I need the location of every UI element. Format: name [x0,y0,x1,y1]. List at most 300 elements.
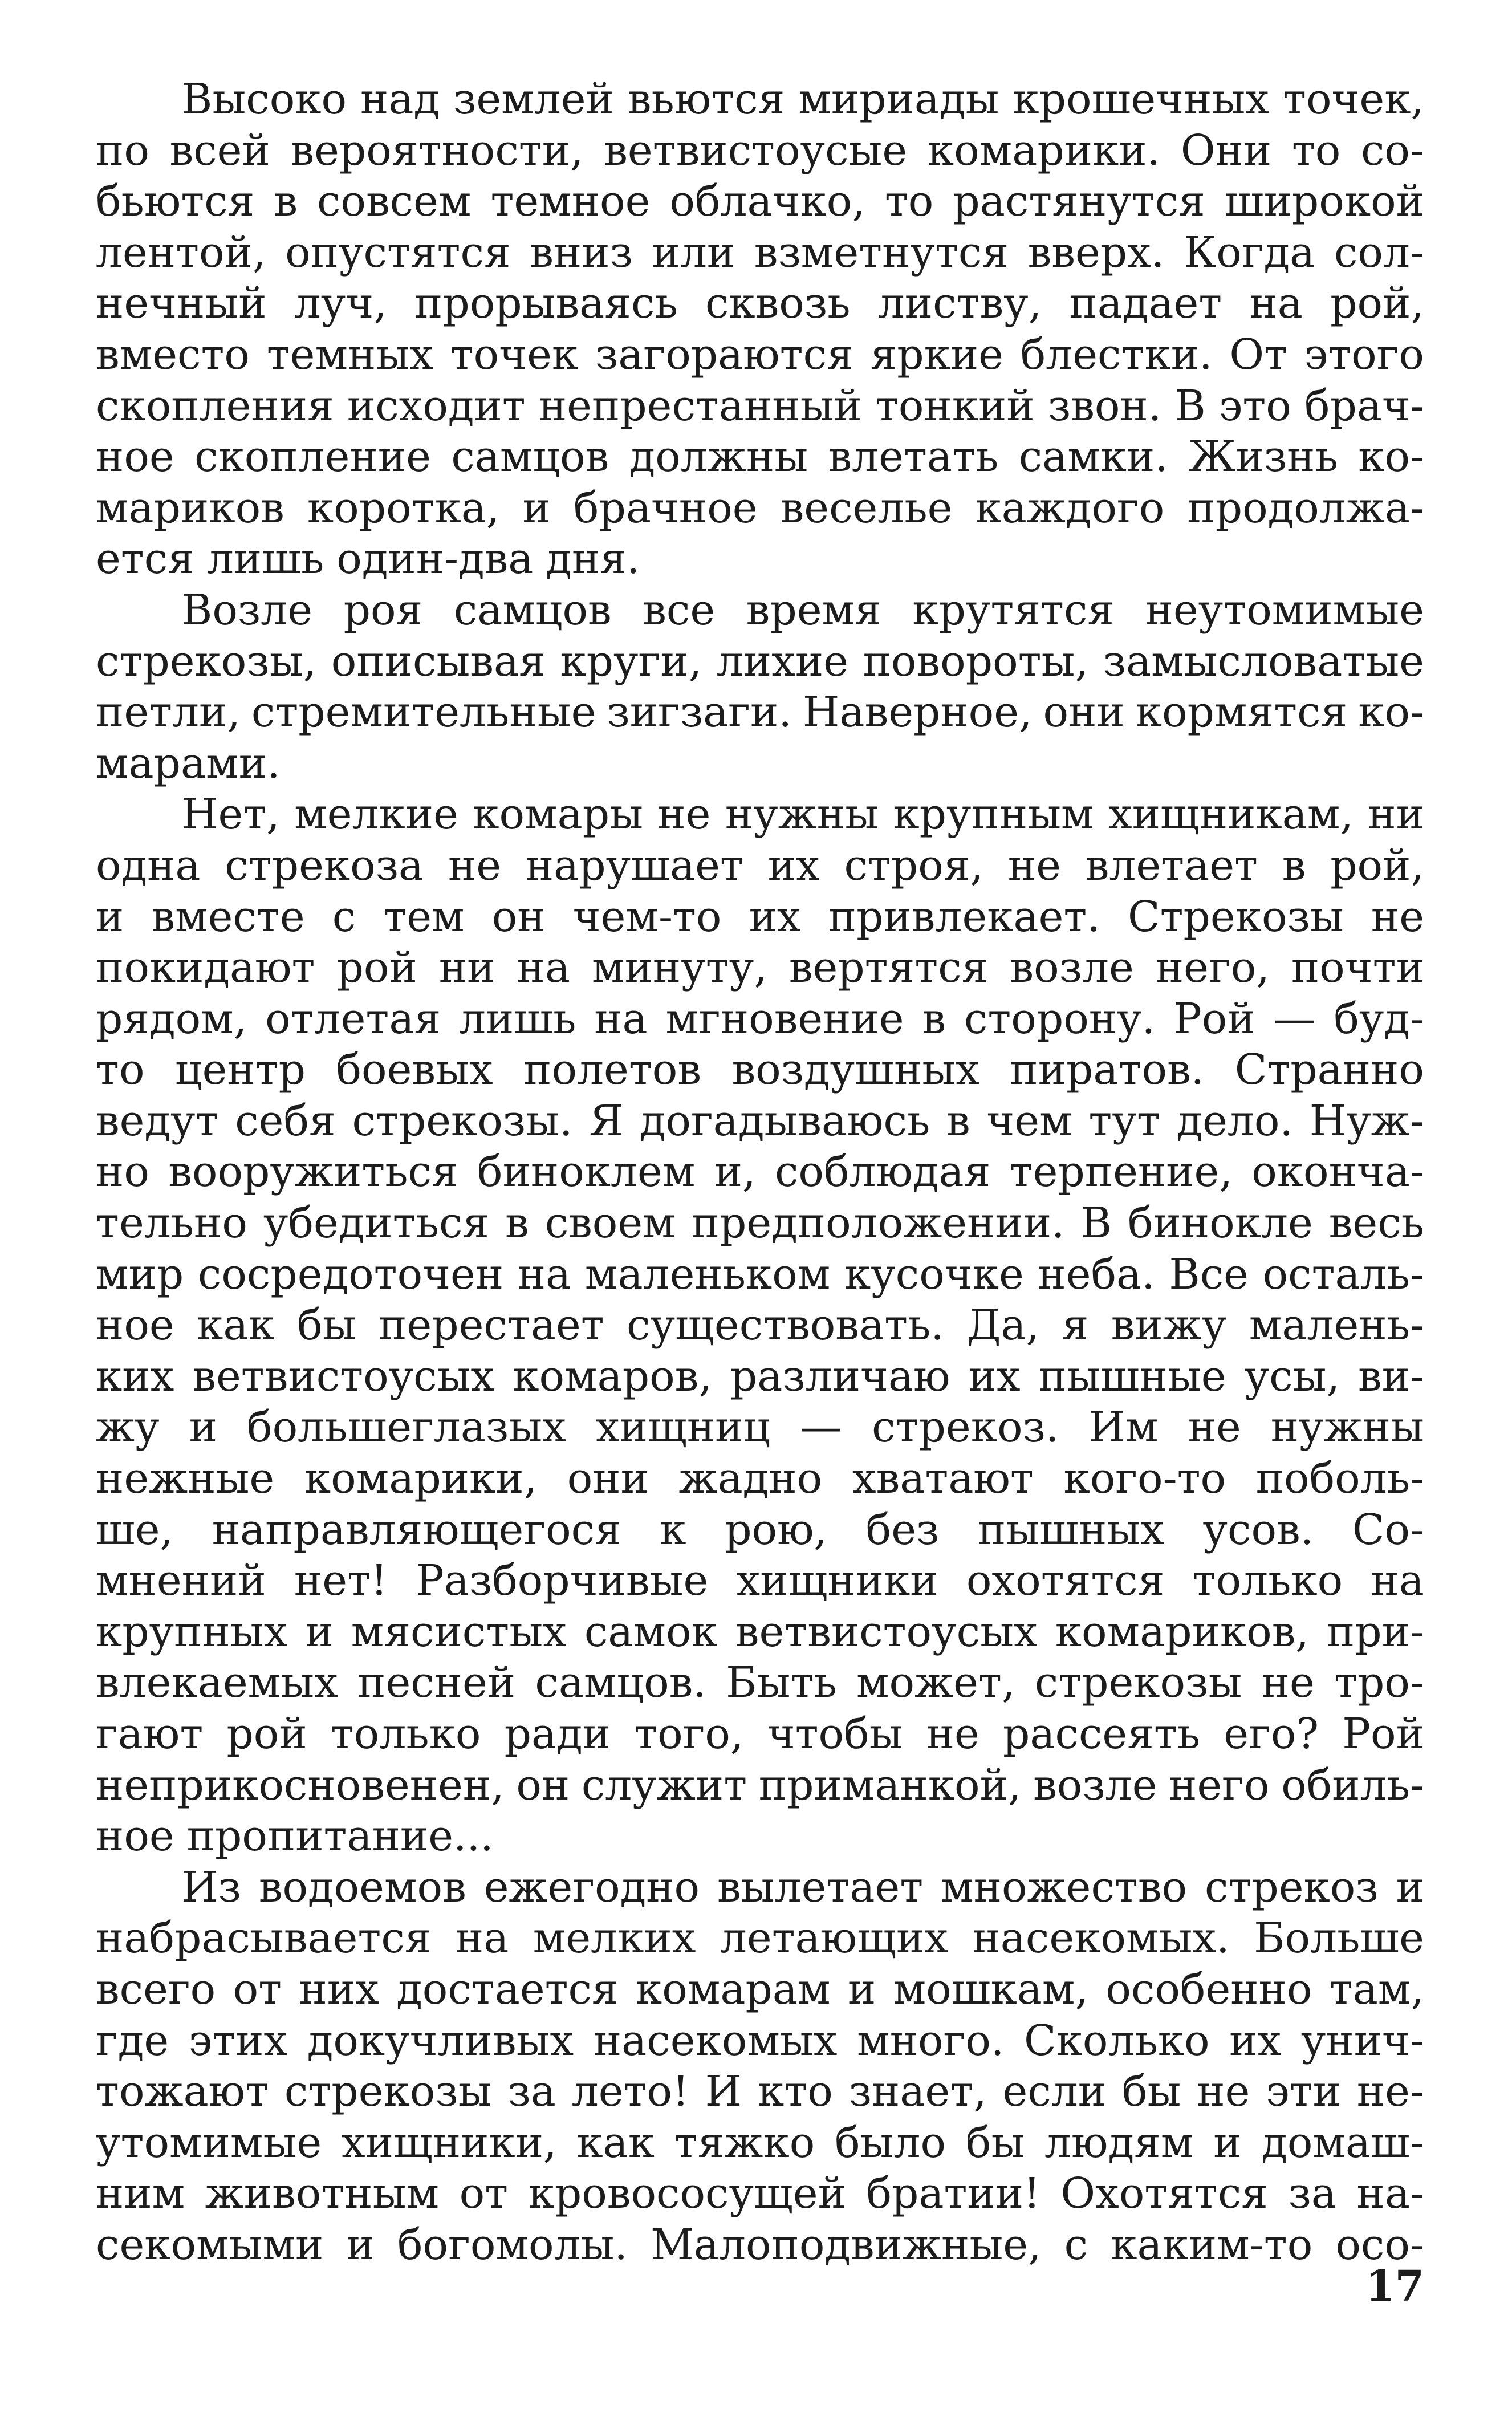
word: листву, [877,279,1042,328]
word: хищниц [595,1403,771,1452]
word: бинокле [1127,1199,1313,1248]
word: одна [96,840,201,890]
word: при- [1326,1607,1424,1656]
word: покидают [96,943,315,993]
word: мелкие [294,790,458,839]
word: мариков [96,483,284,533]
word: крупных [96,1607,288,1656]
word: повороты, [863,636,1088,686]
word: малень- [1249,1301,1424,1350]
word: Охотятся [1060,2169,1268,2219]
word: Когда [1184,228,1315,277]
word: точек [450,330,579,379]
word: чтобы [767,1709,903,1758]
word: хищникам, [1108,790,1354,839]
word: пиратов. [1010,1045,1205,1095]
word: весь [1328,1199,1424,1248]
word: и [305,1607,334,1656]
word: бы [1121,2067,1181,2117]
word: домаш- [1261,2118,1424,2167]
word: ветвистоусых [192,1351,495,1401]
word: тут [1088,1096,1160,1146]
word: насекомых [593,2016,838,2065]
word: почти [1291,943,1424,993]
word: не [448,840,502,890]
word: и [346,2220,375,2269]
word: кого-то [1063,1454,1226,1504]
word: Нет, [181,790,280,839]
word: ним [96,2169,185,2219]
word: не- [1356,2067,1424,2117]
word: ради [504,1709,611,1758]
word: комарики, [304,1454,538,1504]
word: рой [226,1709,307,1758]
word: тяжко [674,2118,815,2167]
text-line [96,432,1424,483]
word: нечный [96,279,267,328]
word: вместо [96,330,250,379]
text-line [96,1607,1424,1658]
word: множество [941,1862,1188,1912]
word: дело. [1176,1096,1293,1146]
word: стрекозы [1034,1658,1242,1708]
word: ко- [1358,432,1424,482]
word: Со- [1352,1505,1424,1554]
word: служит [581,1760,747,1810]
word: ни [438,943,495,993]
word: неутомимые [1145,585,1424,635]
word: мясистых [351,1607,567,1656]
word: если [1002,2067,1107,2117]
word: где [96,2016,169,2065]
word: ное [96,1301,174,1350]
word: мгновение [665,994,904,1043]
text-line [96,1198,1424,1249]
word: должны [629,432,808,482]
word: Малоподвижные, [651,2220,1042,2269]
text-line [96,1351,1424,1403]
word: Сколько [1024,2016,1210,2065]
word: своем [544,1199,676,1248]
word: не [1188,1403,1241,1452]
word: его? [1224,1709,1319,1758]
text-line [96,1300,1424,1351]
word: рой [336,943,417,993]
word: хватают [852,1454,1034,1504]
word: это [1218,381,1291,430]
word: их [767,840,820,890]
word: крошечных [1013,75,1270,124]
word: Все [1169,1249,1249,1299]
word: загораются [595,330,853,379]
word: лишь [458,994,576,1043]
word: докучливых [307,2016,574,2065]
word: маленьком [584,1249,831,1299]
word: возле [1010,943,1134,993]
word: того, [634,1709,744,1758]
word: кто [758,2067,833,2117]
word: чем [986,1096,1072,1146]
word: комаров, [513,1351,712,1401]
text-line [96,789,1424,840]
word: тем [383,892,465,941]
word: кусочке [844,1249,1024,1299]
word: и [522,483,551,533]
word: стрекозы. [352,1096,573,1146]
word: мириады [798,75,999,124]
word: Им [1088,1403,1159,1452]
word: ежегодно [483,1862,700,1912]
word: лето! [571,2067,689,2117]
word: вверх. [1027,228,1165,277]
word: вниз [530,228,633,277]
word: этого [1304,330,1424,379]
word: исходит [347,381,526,430]
word: полетов [523,1045,701,1095]
word: стрекоз. [872,1403,1059,1452]
word: неба. [1038,1249,1155,1299]
word: много. [857,2016,1005,2065]
word: стремительные [251,688,596,737]
word: ветвистоусые [604,125,908,175]
word: него [1169,1760,1270,1810]
word: на [455,1914,509,1963]
word: убедиться [263,1199,490,1248]
word: мошкам, [893,1964,1088,2014]
word: Жизнь [1188,432,1338,482]
word: стрекоза [225,840,424,890]
word: пропитание... [186,1811,494,1861]
word: бы [297,1301,356,1350]
text-line [96,534,1424,585]
text-line [96,381,1424,432]
word: в [505,1199,529,1248]
text-line [96,1249,1424,1301]
word: на [1249,279,1303,328]
word: темных [266,330,433,379]
word: в [1282,840,1306,890]
word: не [1007,840,1061,890]
word: веселье [780,483,953,533]
text-line [96,2118,1424,2169]
word: время [746,585,881,635]
word: ное [96,432,174,482]
word: хищники, [341,2118,557,2167]
word: всей [169,125,270,175]
word: неприкосновенен, [96,1760,505,1810]
word: центр [174,1045,306,1095]
word: водоемов [258,1862,466,1912]
word: направляющегося [212,1505,621,1554]
word: пышные [1038,1351,1226,1401]
word: Быть [726,1658,837,1708]
text-line [96,1913,1424,1964]
text-line [96,636,1424,688]
word: нет! [294,1556,388,1606]
word: животным [205,2169,440,2219]
word: ше, [96,1505,174,1554]
word: луч, [294,279,387,328]
word: ни [1368,790,1424,839]
word: Возле [181,585,313,635]
word: обиль- [1281,1760,1424,1810]
word: влетать [828,432,999,482]
word: нарушает [525,840,743,890]
page-number: 17 [1365,2262,1424,2311]
word: влекаемых [96,1658,338,1708]
word: там, [1329,1964,1424,2014]
word: только [330,1709,481,1758]
word: тонкий [875,381,1035,430]
text-line [96,483,1424,534]
word: мир [96,1249,184,1299]
text-line [96,1811,1424,1862]
word: вылетает [717,1862,924,1912]
word: без [865,1505,940,1554]
word: сквозь [705,279,851,328]
word: себя [235,1096,336,1146]
word: самок [584,1607,718,1656]
word: петли, [96,688,241,737]
text-line [96,2168,1424,2220]
word: брачное [573,483,758,533]
word: усов. [1202,1505,1314,1554]
word: роя [343,585,423,635]
word: Странно [1234,1045,1424,1095]
word: Высоко [181,75,347,124]
word: землей [453,75,614,124]
word: и [96,892,124,941]
word: их [968,1351,1021,1401]
word: жадно [678,1454,823,1504]
word: круги, [560,636,702,686]
word: в [946,1096,970,1146]
word: достается [396,1964,619,2014]
word: лишь [206,534,324,584]
word: мелких [533,1914,696,1963]
word: темное [490,177,651,226]
word: самцов. [535,1658,706,1708]
word: Рой [1173,994,1255,1043]
word: со- [1360,125,1424,175]
text-line [96,1505,1424,1556]
word: и [1213,2118,1242,2167]
word: различаю [730,1351,950,1401]
word: их [749,892,801,941]
word: каждого [975,483,1165,533]
word: тро- [1334,1658,1424,1708]
word: набрасывается [96,1914,432,1963]
word: унич- [1300,2016,1424,2065]
word: пышных [977,1505,1164,1554]
word: бьются [96,177,255,226]
word: не [657,790,711,839]
word: поболь- [1255,1454,1424,1504]
word: падает [1069,279,1222,328]
text-line [96,994,1424,1045]
word: братии! [866,2169,1040,2219]
word: они [567,1454,649,1504]
word: и [189,1403,217,1452]
word: и [1396,1862,1424,1912]
word: кормятся [1135,688,1348,737]
word: за [1288,2169,1336,2219]
word: стрекоз [1204,1862,1379,1912]
text-line [96,1147,1424,1198]
text-line [96,278,1424,330]
word: От [1229,330,1287,379]
word: ется [96,534,194,584]
word: на [517,943,570,993]
text-line [96,330,1424,381]
word: дня. [546,534,640,584]
word: отлетая [265,994,441,1043]
text-line [96,2220,1424,2271]
word: вижу [1111,1301,1227,1350]
text-line [96,1555,1424,1607]
word: не [926,1709,979,1758]
word: большеглазых [247,1403,566,1452]
text-line [96,892,1424,943]
word: перестает [379,1301,604,1350]
word: точек, [1283,75,1424,124]
word: крупным [893,790,1094,839]
word: рой, [1330,840,1424,890]
text-line [96,1045,1424,1096]
word: скопление [194,432,431,482]
word: В [1080,1199,1112,1248]
text-line [96,1453,1424,1505]
word: на [1371,1556,1424,1606]
word: непрестанный [538,381,862,430]
word: крутятся [912,585,1115,635]
word: в [922,994,946,1043]
word: комарики. [927,125,1161,175]
word: тельно [96,1199,247,1248]
word: зигзаги. [607,688,792,737]
word: один-два [336,534,534,584]
text-line [96,1709,1424,1760]
word: Наверное, [802,688,1033,737]
word: яркие [870,330,1003,379]
word: минуту, [592,943,767,993]
word: все [643,585,716,635]
word: воздушных [731,1045,979,1095]
word: них [299,1964,379,2014]
word: было [835,2118,946,2167]
word: самцов [453,585,612,635]
text-line [96,1658,1424,1709]
word: всего [96,1964,216,2014]
word: строя, [844,840,983,890]
word: самцов [451,432,609,482]
word: осталь- [1262,1249,1424,1299]
word: рою, [725,1505,828,1554]
text-line [96,585,1424,636]
word: может, [856,1658,1015,1708]
word: хищники [736,1556,938,1606]
word: осо- [1335,2220,1424,2269]
word: буд- [1334,994,1424,1043]
text-line [96,1402,1424,1453]
text-line [96,840,1424,892]
word: людям [1044,2118,1194,2167]
word: лентой, [96,228,266,277]
word: ви- [1358,1351,1424,1401]
word: летающих [720,1914,949,1963]
word: насекомых. [972,1914,1230,1963]
word: Рой [1342,1709,1424,1758]
word: не [1197,2067,1250,2117]
word: облачко, [669,177,865,226]
word: на [594,994,648,1043]
text-line [96,2066,1424,2118]
word: утомимые [96,2118,322,2167]
word: терпение, [1009,1147,1233,1197]
word: блестки. [1020,330,1213,379]
word: вьются [627,75,785,124]
word: широкой [1224,177,1424,226]
text-line [96,228,1424,279]
word: сосредоточен [197,1249,504,1299]
word: и [847,1964,876,2014]
word: с [1064,2220,1088,2269]
word: возле [1033,1760,1157,1810]
word: вероятности, [290,125,584,175]
word: то [884,177,934,226]
word: коротка, [307,483,500,533]
word: от [459,2169,509,2219]
text-line [96,687,1424,738]
word: особенно [1105,1964,1312,2014]
word: стрекозы, [96,636,317,686]
text-line [96,943,1424,994]
book-page [96,74,1424,2349]
word: сторону. [964,994,1156,1043]
word: влетает [1085,840,1258,890]
word: скопления [96,381,334,430]
word: продолжа- [1187,483,1424,533]
word: над [360,75,440,124]
word: прорываясь [414,279,678,328]
word: знает, [848,2067,987,2117]
word: Да, [966,1301,1040,1350]
word: жу [96,1403,160,1452]
word: сол- [1334,228,1424,277]
word: но [96,1147,149,1197]
word: оконча- [1251,1147,1424,1197]
word: кровососущей [528,2169,846,2219]
text-line [96,2016,1424,2067]
word: взметнутся [754,228,1009,277]
text-line [96,1096,1424,1147]
word: к [660,1505,686,1554]
word: Я [589,1096,624,1146]
word: комариков, [1055,1607,1309,1656]
word: брач- [1304,381,1424,430]
word: и, [714,1147,756,1197]
word: ветвистоусых [735,1607,1038,1656]
word: ное [96,1811,174,1861]
word: ведут [96,1096,219,1146]
word: Из [181,1862,241,1912]
word: него, [1155,943,1270,993]
word: как [197,1301,275,1350]
word: биноклем [477,1147,696,1197]
word: богомолы. [397,2220,628,2269]
word: рой, [1330,279,1424,328]
word: с [332,892,356,941]
